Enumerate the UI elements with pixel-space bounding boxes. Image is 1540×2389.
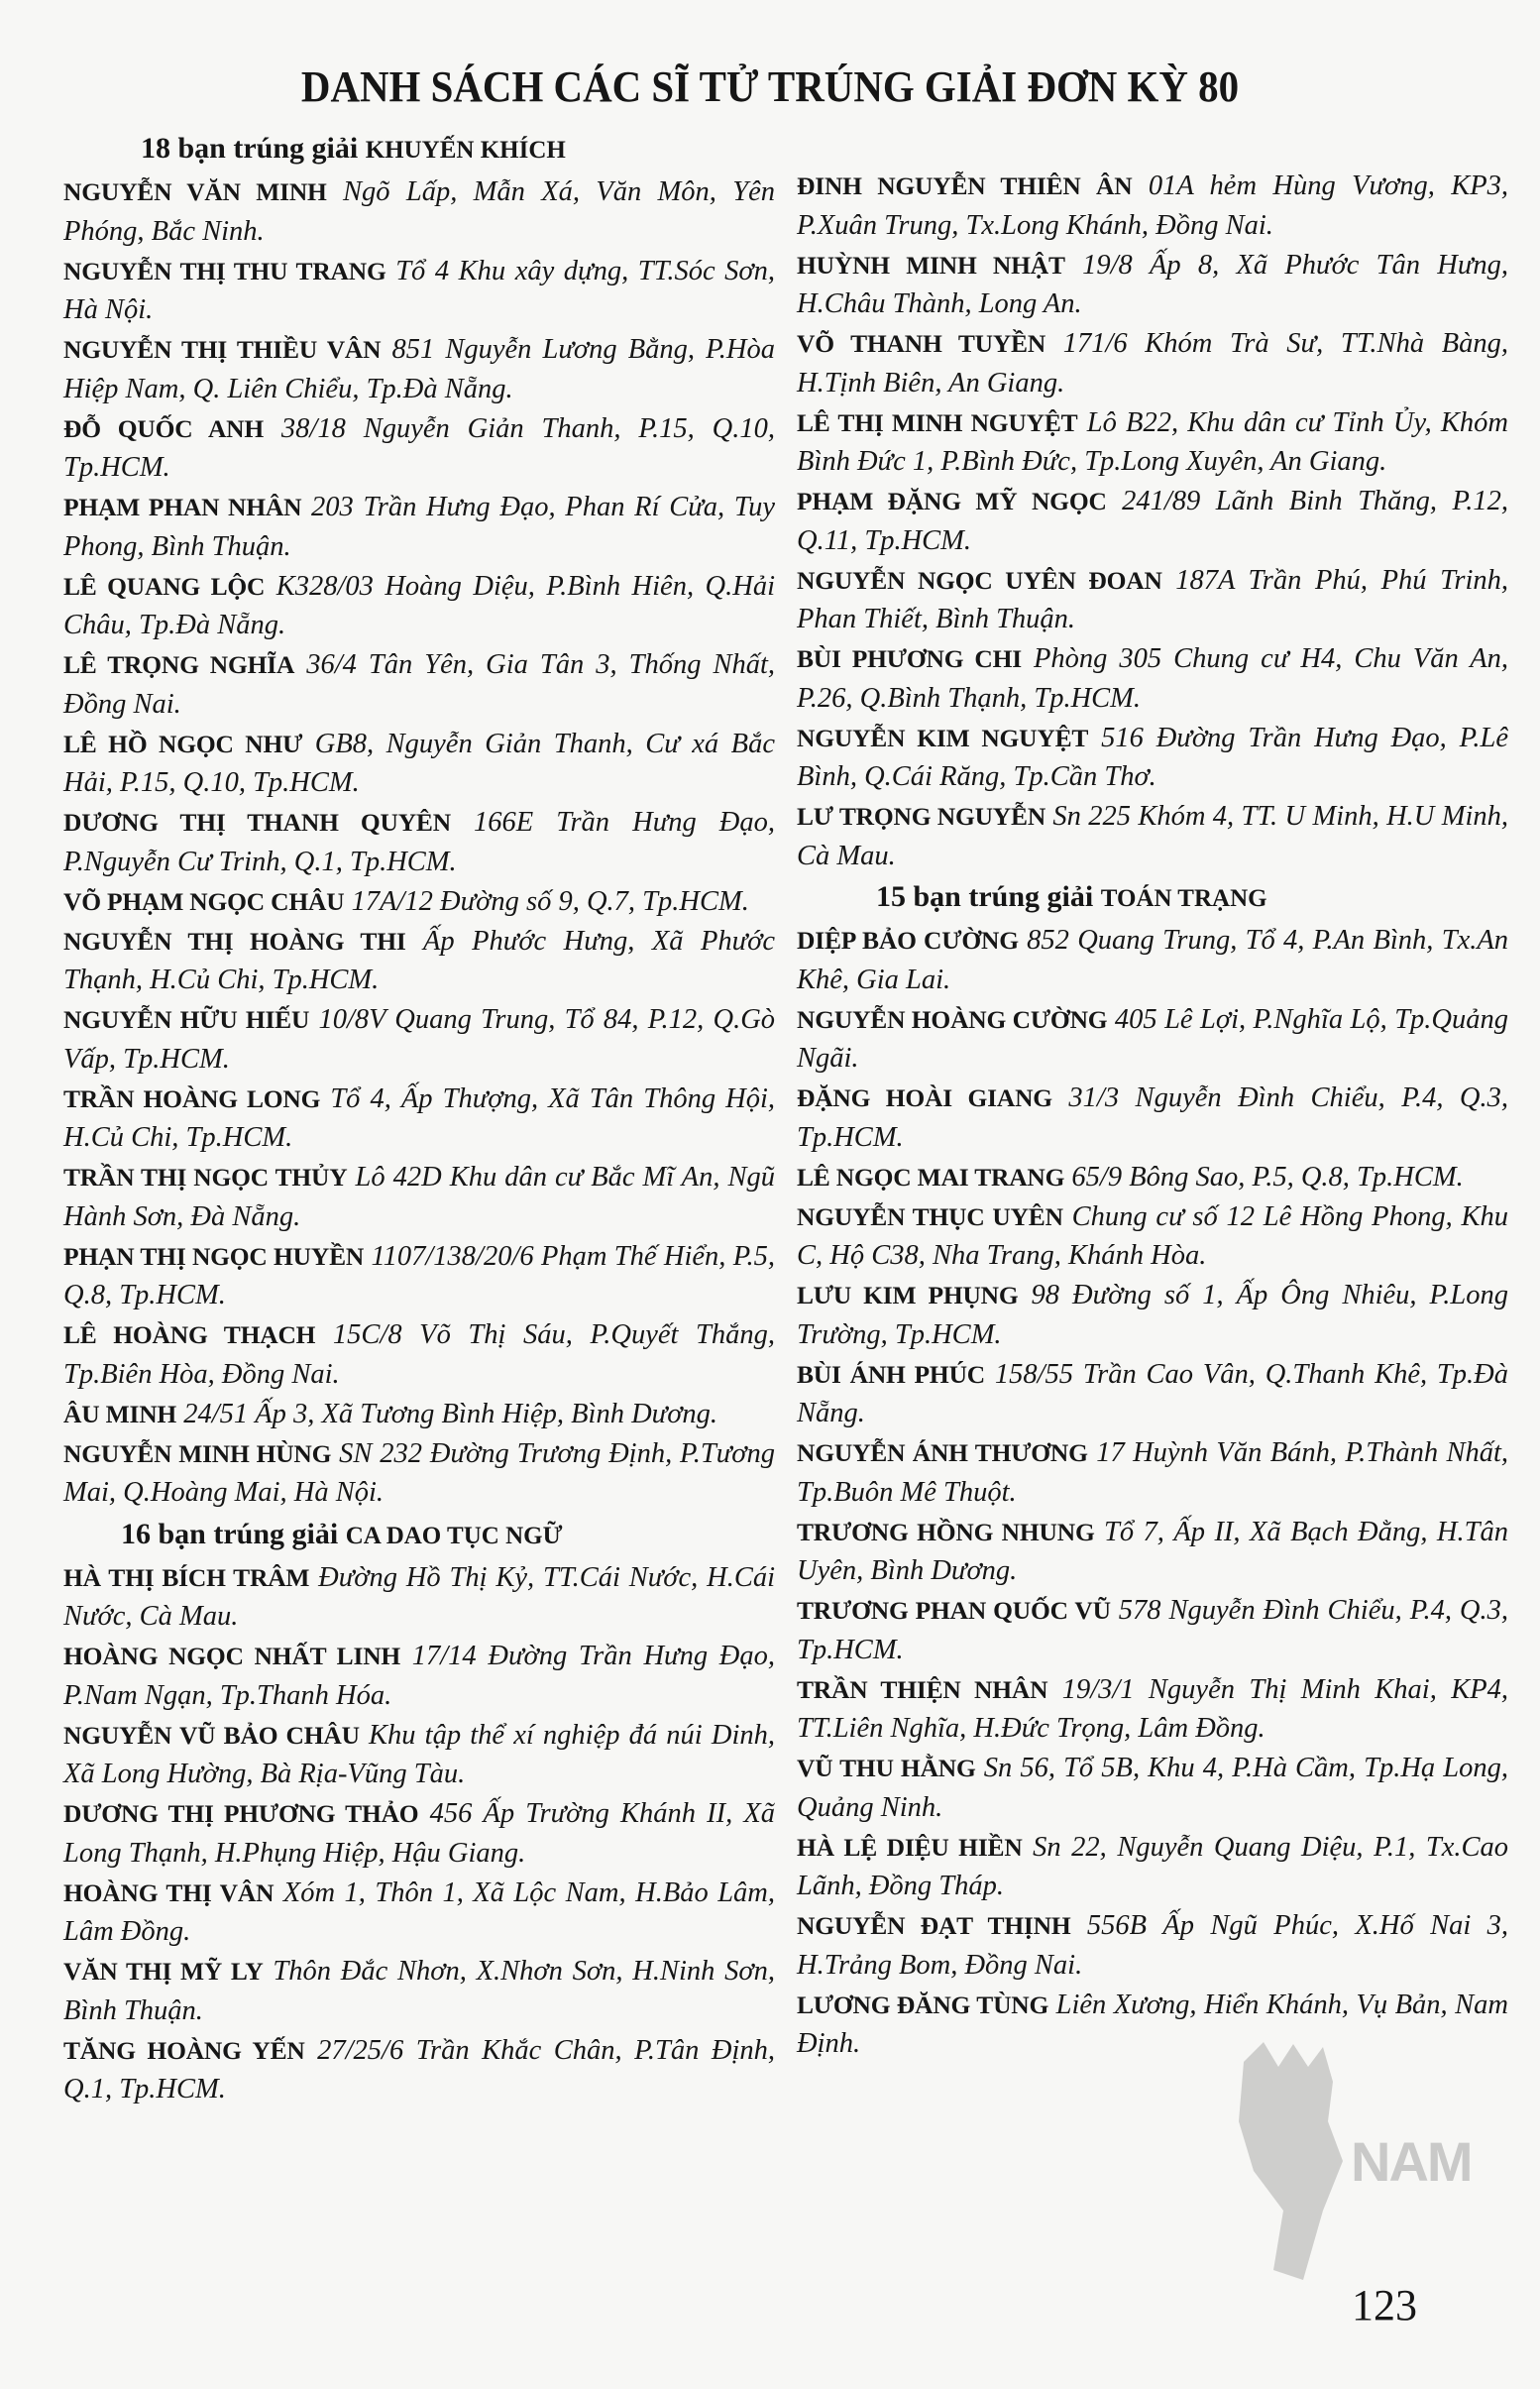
left-column [63, 127, 775, 2109]
section-count-label: 16 bạn trúng giải [121, 1517, 339, 1550]
winner-name: DIỆP BẢO CƯỜNG [797, 926, 1019, 955]
winner-address: 19/3/1 Nguyễn Thị Minh Khai, KP4, TT.Liên Nghĩa, H.Đức Trọng, Lâm Đồng. [797, 1673, 1508, 1744]
winner-address: 456 Ấp Trường Khánh II, Xã Long Thạnh, H.Phụng Hiệp, Hậu Giang. [63, 1798, 776, 1869]
winner-entry [797, 1158, 1508, 1197]
winner-name: HÀ THỊ BÍCH TRÂM [63, 1562, 310, 1592]
winner-address: 578 Nguyễn Đình Chiểu, P.4, Q.3, Tp.HCM. [797, 1595, 1509, 1665]
winner-address: Ấp Phước Hưng, Xã Phước Thạnh, H.Củ Chi, Tp.HCM. [63, 925, 776, 995]
winner-name: VÕ THANH TUYỀN [797, 329, 1046, 358]
page-number: 123 [1352, 2281, 1417, 2330]
section-category: TOÁN TRẠNG [1100, 885, 1267, 912]
section-heading-toan-trang [797, 877, 1508, 919]
winner-entry [63, 1558, 775, 1637]
winner-entry [797, 561, 1508, 639]
page-title: DANH SÁCH CÁC SĨ TỬ TRÚNG GIẢI ĐƠN KỲ 80 [300, 62, 1240, 111]
winner-address: 36/4 Tân Yên, Gia Tân 3, Thống Nhất, Đồng Nai. [63, 649, 776, 720]
winner-entry [63, 330, 775, 408]
winner-entry [63, 172, 775, 251]
winner-entry [63, 1315, 775, 1394]
winner-address: 38/18 Nguyễn Giản Thanh, P.15, Q.10, Tp.HCM. [63, 412, 776, 483]
winner-name: LƯU KIM PHỤNG [797, 1281, 1019, 1309]
winner-entry [797, 1513, 1508, 1591]
section-category: KHUYẾN KHÍCH [365, 137, 566, 164]
winner-address: 27/25/6 Trần Khắc Chân, P.Tân Định, Q.1, Tp.HCM. [63, 2034, 776, 2105]
winner-name: LÊ TRỌNG NGHĨA [63, 650, 295, 679]
winner-name: NGUYỄN HỮU HIẾU [63, 1005, 310, 1034]
winner-name: PHẠM PHAN NHÂN [63, 493, 302, 521]
winner-address: 98 Đường số 1, Ấp Ông Nhiêu, P.Long Trường, Tp.HCM. [797, 1280, 1508, 1350]
winner-entry [63, 1716, 775, 1794]
winner-address: Tổ 4 Khu xây dựng, TT.Sóc Sơn, Hà Nội. [63, 255, 775, 325]
winner-name: NGUYỄN THỊ HOÀNG THI [63, 926, 406, 956]
winner-address: Phòng 305 Chung cư H4, Chu Văn An, P.26, Q.Bình Thạnh, Tp.HCM. [797, 643, 1508, 714]
winner-entry [797, 1749, 1508, 1827]
watermark-text: NAM [1351, 2130, 1472, 2193]
winner-name: LÊ HOÀNG THẠCH [63, 1320, 316, 1349]
winner-address: 516 Đường Trần Hưng Đạo, P.Lê Bình, Q.Cái Răng, Tp.Cần Thơ. [797, 722, 1508, 792]
winner-address: Lô B22, Khu dân cư Tỉnh Ủy, Khóm Bình Đức 1, P.Bình Đức, Tp.Long Xuyên, An Giang. [797, 406, 1509, 477]
winner-name: NGUYỄN HOÀNG CƯỜNG [797, 1004, 1108, 1034]
winner-entry [797, 1000, 1508, 1079]
winner-address: Lô 42D Khu dân cư Bắc Mĩ An, Ngũ Hành Sơn, Đà Nẵng. [63, 1162, 775, 1232]
section-heading-ca-dao [63, 1515, 775, 1556]
section-count-label: 18 bạn trúng giải [141, 132, 359, 165]
winner-entry [63, 1000, 775, 1079]
winner-name: NGUYỄN VĂN MINH [63, 177, 327, 206]
winner-name: HOÀNG NGỌC NHẤT LINH [63, 1642, 401, 1670]
winner-name: LƯƠNG ĐĂNG TÙNG [797, 1990, 1049, 2019]
winner-address: 65/9 Bông Sao, P.5, Q.8, Tp.HCM. [1071, 1161, 1464, 1193]
winner-name: HUỲNH MINH NHẬT [797, 250, 1065, 280]
winner-address: Sn 22, Nguyễn Quang Diệu, P.1, Tx.Cao Lãnh, Đồng Tháp. [797, 1831, 1509, 1901]
winner-address: Liên Xương, Hiển Khánh, Vụ Bản, Nam Định. [797, 1989, 1509, 2059]
winner-name: VÕ PHẠM NGỌC CHÂU [63, 886, 345, 916]
winner-address: 166E Trần Hưng Đạo, P.Nguyễn Cư Trinh, Q.1, Tp.HCM. [63, 807, 775, 877]
winner-list-toan-trang [797, 921, 1508, 2064]
winner-name: LÊ NGỌC MAI TRANG [797, 1162, 1065, 1192]
winner-address: 187A Trần Phú, Phú Trinh, Phan Thiết, Bình Thuận. [797, 564, 1509, 634]
winner-address: 852 Quang Trung, Tổ 4, P.An Bình, Tx.An Khê, Gia Lai. [797, 925, 1508, 995]
winner-entry [797, 324, 1508, 402]
winner-address: Ngõ Lấp, Mẫn Xá, Văn Môn, Yên Phóng, Bắc Ninh. [63, 176, 775, 247]
winner-name: LÊ QUANG LỘC [63, 571, 266, 601]
winner-address: 556B Ấp Ngũ Phúc, X.Hố Nai 3, H.Trảng Bom, Đồng Nai. [797, 1910, 1508, 1981]
winner-name: PHẠM ĐẶNG MỸ NGỌC [797, 487, 1107, 515]
winner-name: NGUYỄN ĐẠT THỊNH [797, 1911, 1071, 1940]
winner-entry [797, 1079, 1508, 1157]
watermark-figure-icon [1234, 2042, 1373, 2280]
winner-name: LÊ HỒ NGỌC NHƯ [63, 729, 303, 758]
winner-address: 19/8 Ấp 8, Xã Phước Tân Hưng, H.Châu Thành, Long An. [797, 249, 1509, 319]
winner-name: TRẦN THIỆN NHÂN [797, 1674, 1048, 1704]
winner-entry [797, 167, 1508, 245]
winner-entry [797, 719, 1508, 797]
winner-name: TRƯƠNG HỒNG NHUNG [797, 1517, 1095, 1546]
winner-name: NGUYỄN THỤC UYÊN [797, 1201, 1063, 1231]
winner-entry [797, 1986, 1508, 2064]
winner-entry [63, 803, 775, 881]
winner-entry [797, 1433, 1508, 1512]
winner-entry [63, 488, 775, 566]
winner-name: DƯƠNG THỊ PHƯƠNG THẢO [63, 1799, 419, 1828]
winner-name: TĂNG HOÀNG YẾN [63, 2035, 305, 2065]
winner-address: 17A/12 Đường số 9, Q.7, Tp.HCM. [351, 885, 749, 917]
winner-name: LƯ TRỌNG NGUYỄN [797, 802, 1046, 831]
winner-name: HÀ LỆ DIỆU HIỀN [797, 1832, 1023, 1862]
winner-name: ĐỖ QUỐC ANH [63, 413, 265, 443]
winner-name: ĐẶNG HOÀI GIANG [797, 1083, 1052, 1112]
winner-entry [63, 252, 775, 330]
winner-name: ĐINH NGUYỄN THIÊN ÂN [797, 171, 1133, 200]
winner-entry [63, 2031, 775, 2109]
winner-address: Xóm 1, Thôn 1, Xã Lộc Nam, H.Bảo Lâm, Lâm Đồng. [63, 1877, 776, 1947]
winner-address: Thôn Đắc Nhơn, X.Nhơn Sơn, H.Ninh Sơn, Bình Thuận. [63, 1956, 775, 2026]
winner-entry [63, 409, 775, 488]
winner-address: K328/03 Hoàng Diệu, P.Bình Hiên, Q.Hải Châu, Tp.Đà Nẵng. [63, 570, 775, 640]
winner-entry [63, 1080, 775, 1158]
winner-entry [797, 1591, 1508, 1669]
winner-entry [797, 1906, 1508, 1985]
winner-entry [797, 1670, 1508, 1749]
winner-list-khuyen-khich [63, 172, 775, 1513]
winner-address: 17 Huỳnh Văn Bánh, P.Thành Nhất, Tp.Buôn Mê Thuột. [797, 1437, 1509, 1508]
winner-address: GB8, Nguyễn Giản Thanh, Cư xá Bắc Hải, P.15, Q.10, Tp.HCM. [63, 728, 775, 798]
winner-entry [797, 1197, 1508, 1276]
winner-address: 241/89 Lãnh Binh Thăng, P.12, Q.11, Tp.HCM. [797, 486, 1508, 556]
winner-name: NGUYỄN THỊ THU TRANG [63, 256, 386, 285]
winner-entry [63, 567, 775, 645]
right-column [797, 167, 1508, 2064]
winner-name: VĂN THỊ MỸ LY [63, 1957, 264, 1986]
winner-address: Đường Hồ Thị Kỷ, TT.Cái Nước, H.Cái Nước, Cà Mau. [63, 1561, 776, 1632]
winner-list-ca-dao-left [63, 1558, 775, 2109]
winner-entry [63, 725, 775, 803]
winner-address: Khu tập thể xí nghiệp đá núi Dinh, Xã Long Hường, Bà Rịa-Vũng Tàu. [63, 1719, 775, 1789]
winner-name: ÂU MINH [63, 1399, 177, 1428]
winner-name: NGUYỄN KIM NGUYỆT [797, 723, 1089, 752]
section-count-label: 15 bạn trúng giải [876, 880, 1094, 913]
winner-name: LÊ THỊ MINH NGUYỆT [797, 407, 1078, 437]
winner-entry [797, 1276, 1508, 1354]
winner-entry [797, 639, 1508, 718]
winner-address: 17/14 Đường Trần Hưng Đạo, P.Nam Ngạn, Tp.Thanh Hóa. [63, 1641, 775, 1711]
winner-address: Sn 225 Khóm 4, TT. U Minh, H.U Minh, Cà Mau. [797, 801, 1508, 871]
winner-entry [63, 645, 775, 724]
winner-address: 15C/8 Võ Thị Sáu, P.Quyết Thắng, Tp.Biên Hòa, Đồng Nai. [63, 1319, 775, 1390]
winner-address: 405 Lê Lợi, P.Nghĩa Lộ, Tp.Quảng Ngãi. [797, 1003, 1508, 1074]
winner-name: NGUYỄN NGỌC UYÊN ĐOAN [797, 565, 1162, 595]
winner-entry [63, 1158, 775, 1236]
winner-name: NGUYỄN VŨ BẢO CHÂU [63, 1720, 360, 1750]
winner-address: 10/8V Quang Trung, Tổ 84, P.12, Q.Gò Vấp, Tp.HCM. [63, 1004, 776, 1075]
winner-address: Tổ 4, Ấp Thượng, Xã Tân Thông Hội, H.Củ Chi, Tp.HCM. [63, 1082, 775, 1153]
winner-name: DƯƠNG THỊ THANH QUYÊN [63, 808, 451, 837]
winner-name: VŨ THU HẰNG [797, 1754, 976, 1782]
winner-address: 851 Nguyễn Lương Bằng, P.Hòa Hiệp Nam, Q. Liên Chiểu, Tp.Đà Nẵng. [63, 334, 776, 404]
winner-name: PHẠN THỊ NGỌC HUYỀN [63, 1241, 365, 1271]
winner-address: Tổ 7, Ấp II, Xã Bạch Đằng, H.Tân Uyên, Bình Dương. [797, 1516, 1508, 1586]
winner-entry [63, 1794, 775, 1873]
section-heading-khuyen-khich [63, 129, 775, 171]
winner-address: 31/3 Nguyễn Đình Chiểu, P.4, Q.3, Tp.HCM. [797, 1082, 1509, 1153]
winner-entry [797, 403, 1508, 482]
winner-address: 1107/138/20/6 Phạm Thế Hiển, P.5, Q.8, Tp.HCM. [63, 1240, 776, 1310]
winner-entry [63, 922, 775, 1000]
winner-entry [797, 1828, 1508, 1906]
winner-entry [797, 482, 1508, 560]
winner-address: Chung cư số 12 Lê Hồng Phong, Khu C, Hộ C38, Nha Trang, Khánh Hòa. [797, 1200, 1509, 1271]
winner-address: 24/51 Ấp 3, Xã Tương Bình Hiệp, Bình Dương. [183, 1398, 718, 1429]
winner-entry [63, 1637, 775, 1715]
winner-name: TRẦN HOÀNG LONG [63, 1083, 321, 1113]
winner-address: SN 232 Đường Trương Định, P.Tương Mai, Q.Hoàng Mai, Hà Nội. [63, 1437, 776, 1508]
winner-name: NGUYỄN ÁNH THƯƠNG [797, 1438, 1088, 1467]
winner-entry [797, 797, 1508, 875]
winner-entry [63, 1237, 775, 1315]
winner-entry [63, 1434, 775, 1513]
winner-entry [797, 1355, 1508, 1433]
winner-address: 158/55 Trần Cao Vân, Q.Thanh Khê, Tp.Đà Nẵng. [797, 1358, 1508, 1428]
winner-name: NGUYỄN MINH HÙNG [63, 1438, 332, 1468]
winner-address: 171/6 Khóm Trà Sư, TT.Nhà Bàng, H.Tịnh Biên, An Giang. [797, 328, 1508, 398]
watermark-logo [1234, 2042, 1491, 2290]
section-category: CA DAO TỤC NGỮ [345, 1522, 563, 1549]
winner-entry [63, 882, 775, 922]
winner-address: 01A hẻm Hùng Vương, KP3, P.Xuân Trung, Tx.Long Khánh, Đồng Nai. [797, 171, 1508, 241]
winner-name: HOÀNG THỊ VÂN [63, 1877, 275, 1907]
winner-name: NGUYỄN THỊ THIỀU VÂN [63, 335, 382, 364]
winner-address: 203 Trần Hưng Đạo, Phan Rí Cửa, Tuy Phong, Bình Thuận. [63, 492, 775, 562]
winner-name: TRƯƠNG PHAN QUỐC VŨ [797, 1596, 1111, 1625]
winner-name: TRẦN THỊ NGỌC THỦY [63, 1163, 348, 1192]
winner-entry [63, 1395, 775, 1434]
winner-entry [63, 1952, 775, 2030]
winner-name: BÙI PHƯƠNG CHI [797, 644, 1023, 673]
winner-list-ca-dao-right [797, 167, 1508, 875]
winner-address: Sn 56, Tổ 5B, Khu 4, P.Hà Cầm, Tp.Hạ Long, Quảng Ninh. [797, 1753, 1508, 1823]
winner-name: BÙI ÁNH PHÚC [797, 1359, 985, 1389]
winner-entry [797, 921, 1508, 999]
winner-entry [797, 246, 1508, 324]
winner-entry [63, 1874, 775, 1952]
